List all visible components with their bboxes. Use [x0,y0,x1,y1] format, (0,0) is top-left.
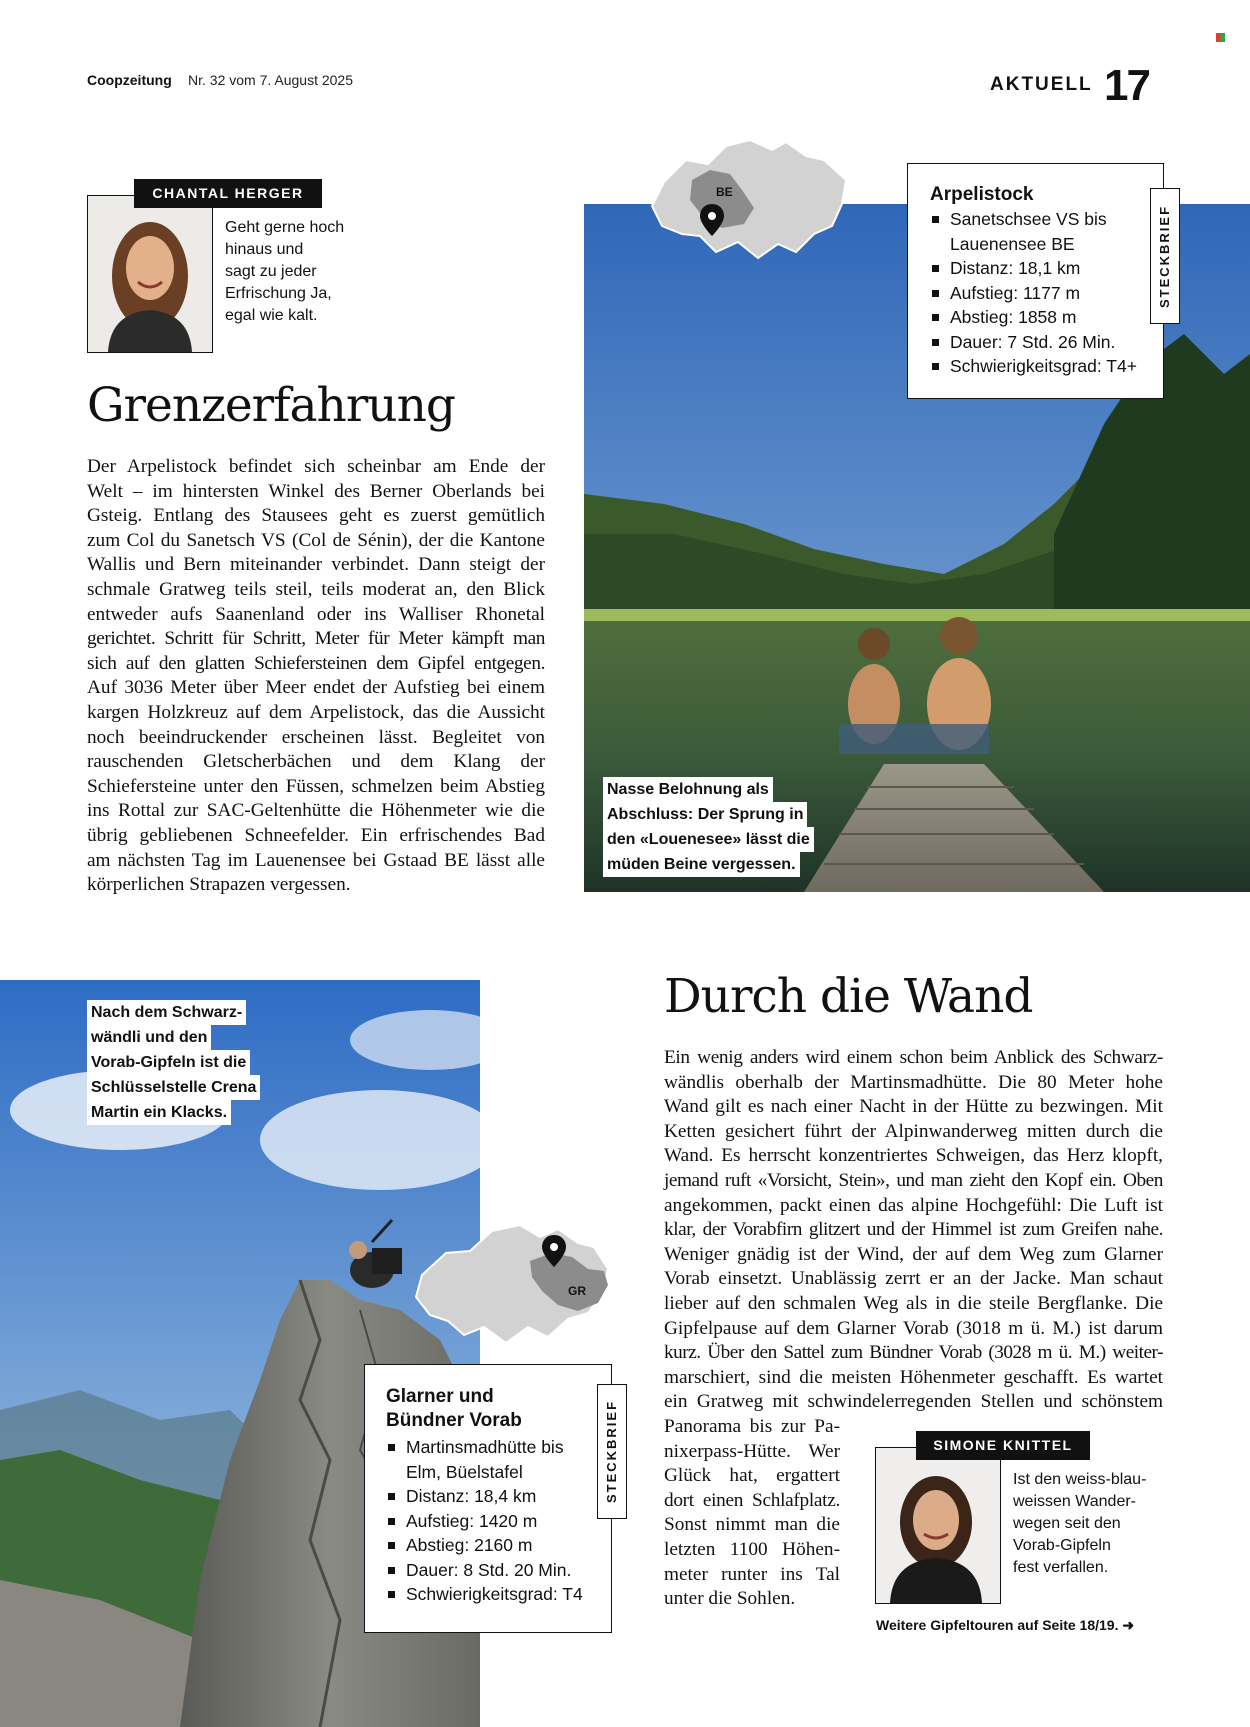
photo-caption-climber: Nach dem Schwarz- wändli und den Vorab-Gipfeln ist die Schlüsselstelle Crena Martin ein Klacks. [87,1000,287,1125]
page-number: 17 [1104,61,1149,110]
steckbrief-tab: STECKBRIEF [597,1384,627,1519]
more-tours-link[interactable]: Weitere Gipfeltouren auf Seite 18/19. ➜ [876,1617,1135,1633]
author-name-chantal: CHANTAL HERGER [134,179,322,208]
factbox-item: Schwierigkeitsgrad: T4 [386,1582,601,1607]
factbox-item: Abstieg: 1858 m [930,305,1153,330]
factbox-item: Dauer: 7 Std. 26 Min. [930,330,1153,355]
author-photo-simone [876,1448,1000,1603]
headline-durch-die-wand: Durch die Wand [664,969,1033,1024]
author-bio-simone: Ist den weiss-blau- weissen Wander- wegen seit den Vorab-Gipfeln fest verfallen. [1013,1471,1147,1576]
factbox-title-line: Glarner und [386,1386,494,1407]
factbox-item: Martinsmadhütte bis Elm, Büelstafel [386,1435,601,1484]
factbox-list [386,1435,601,1607]
factbox-item: Distanz: 18,1 km [930,256,1153,281]
factbox-item: Distanz: 18,4 km [386,1484,601,1509]
article2-body: Ein wenig anders wird einem schon beim Anblick des Schwarz- wändlis oberhalb der Martinsmadhütte. Die 80 Meter hohe Wand gilt es nach einer Nacht in der Hütte zu bezwingen. Mit Ketten gesichert führt der Alpinwanderweg mitten durch die Wand. Es herrscht konzentriertes Schweigen, das Herz klopft, jemand ruft «Vorsicht, Stein», und man zieht den Kopf ein. Oben angekommen, packt einen das alpine Hochgefühl: Die Luft ist klar, der Vorabfirn glitzert und der Himmel ist zum Greifen nahe. Weniger gnädig ist der Wind, der auf dem Weg zum Glarner Vorab einsetzt. Unablässig zerrt er an der Jacke. Man schaut lieber auf den schmalen Weg als in die steile Bergflanke. Die Gipfelpause auf dem Glarner Vorab (3018 m ü. M.) ist darum kurz. Über den Sattel zum Bündner Vorab (3028 m ü. M.) weiter- marschiert, sind die meisten Höhenmeter geschafft. Es wartet ein Gratweg mit schwindelerregenden Stellen und schönstem [664,1047,1163,1413]
steckbrief-tab: STECKBRIEF [1150,188,1180,324]
switzerland-map-gr [412,1215,612,1350]
author-box-simone [875,1447,1001,1604]
issue-info: Nr. 32 vom 7. August 2025 [188,72,353,88]
map-label-gr: GR [568,1284,586,1298]
switzerland-map-be [646,134,852,264]
factbox-item: Dauer: 8 Std. 20 Min. [386,1558,601,1583]
author-bio-chantal: Geht gerne hoch hinaus und sagt zu jeder Erfrischung Ja, egal wie kalt. [225,219,345,324]
map-label-be: BE [716,185,733,199]
factbox-item: Aufstieg: 1420 m [386,1509,601,1534]
author-photo-chantal [88,196,212,352]
factbox-title-line: Bündner Vorab [386,1410,522,1431]
author-box-chantal [87,195,213,353]
factbox-item: Aufstieg: 1177 m [930,281,1153,306]
factbox-item: Abstieg: 2160 m [386,1533,601,1558]
article2-body-narrow: Panorama bis zur Pa- nixerpass-Hütte. Wer Glück hat, ergattert dort einen Schlafplatz. Sonst nimmt man die letzten 1100 Höhen- meter runter ins Tal unter die Sohlen. [664,1416,840,1610]
factbox-item: Sanetschsee VS bis Lauenensee BE [930,207,1153,256]
article1-body: Der Arpelistock befindet sich scheinbar am Ende der Welt – im hintersten Winkel des Berner Oberlands bei Gsteig. Entlang des Stausees geht es zuerst gemütlich zum Col du Sanetsch VS (Col de Sénin), der die Kantone Wallis und Bern miteinander verbindet. Dann steigt der schmale Gratweg teils steil, teils moderat an, den Blick entweder aufs Saanenland oder ins Walliser Rhonetal gerichtet. Schritt für Schritt, Meter für Meter kämpft man sich auf den glatten Schiefersteinen dem Gipfel entgegen. Auf 3036 Meter über Meer endet der Aufstieg bei einem kargen Holzkreuz auf dem Arpelistock, das die Aussicht noch beeindruckender erscheinen lässt. Begleitet von rauschenden Gletscherbächen und dem Klang der Schiefersteine unter den Füssen, schmelzen beim Abstieg ins Rottal zur SAC-Geltenhütte die Höhenmeter wie die übrig gebliebenen Schneefelder. Ein erfrischendes Bad am nächsten Tag im Lauenensee bei Gstaad BE lässt alle körperlichen Strapazen vergessen. [87,456,545,896]
headline-grenzerfahrung: Grenzerfahrung [87,378,455,433]
factbox-item: Schwierigkeitsgrad: T4+ [930,354,1153,379]
factbox-list [930,207,1153,379]
corner-marker-icon [1216,33,1225,42]
photo-caption-lake: Nasse Belohnung als Abschluss: Der Sprung in den «Louenesee» lässt die müden Beine vergessen. [603,777,817,877]
factbox-vorab [364,1364,612,1633]
factbox-title: Arpelistock [930,184,1034,205]
author-name-simone: SIMONE KNITTEL [916,1431,1090,1460]
publication-name: Coopzeitung [87,72,172,88]
section-title: AKTUELL [990,74,1093,95]
factbox-arpelistock [907,163,1164,399]
